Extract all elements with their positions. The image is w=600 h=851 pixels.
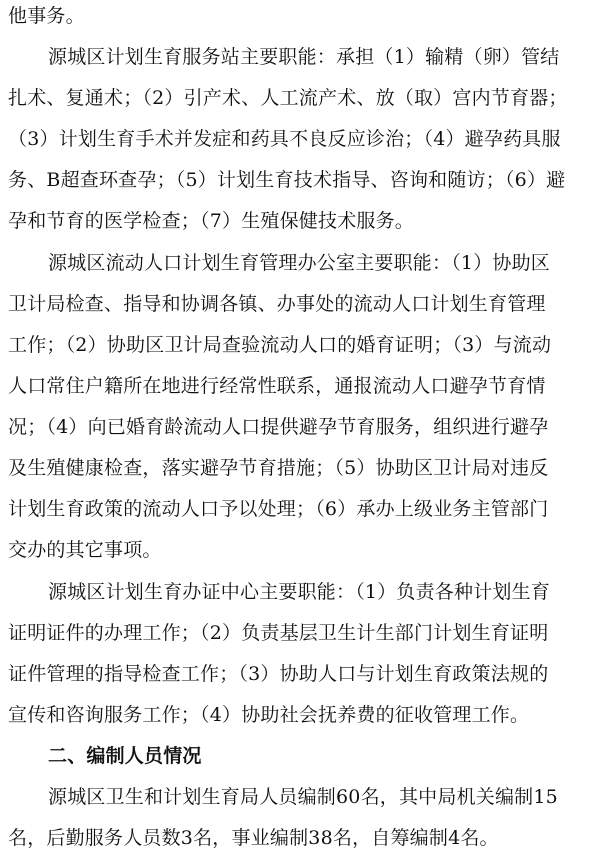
paragraph-line: 宣传和咨询服务工作；（4）协助社会抚养费的征收管理工作。 — [8, 704, 530, 726]
paragraph-line: 况；（4）向已婚育龄流动人口提供避孕节育服务，组织进行避孕 — [8, 416, 549, 438]
paragraph-line: 孕和节育的医学检查；（7）生殖保健技术服务。 — [8, 210, 414, 232]
paragraph-line: 扎术、复通术；（2）引产术、人工流产术、放（取）宫内节育器； — [8, 87, 568, 109]
paragraph-line: 卫计局检查、指导和协调各镇、办事处的流动人口计划生育管理 — [8, 293, 546, 315]
paragraph-line: （3）计划生育手术并发症和药具不良反应诊治；（4）避孕药具服 — [8, 128, 561, 150]
paragraph-line: 他事务。 — [8, 5, 85, 27]
paragraph-line: 交办的其它事项。 — [8, 539, 162, 561]
paragraph-line: 名，后勤服务人员数3名，事业编制38名，自筹编制4名。 — [8, 827, 499, 849]
paragraph-line: 人口常住户籍所在地进行经常性联系，通报流动人口避孕节育情 — [8, 375, 546, 397]
paragraph-line: 源城区计划生育办证中心主要职能：（1）负责各种计划生育 — [48, 581, 550, 603]
paragraph-line: 证明证件的办理工作；（2）负责基层卫生计生部门计划生育证明 — [8, 622, 549, 644]
paragraph-line: 务、B超查环查孕；（5）计划生育技术指导、咨询和随访；（6）避 — [8, 169, 566, 191]
section-heading: 二、编制人员情况 — [48, 745, 202, 767]
paragraph-line: 源城区卫生和计划生育局人员编制60名，其中局机关编制15 — [48, 786, 558, 808]
paragraph-line: 工作；（2）协助区卫计局查验流动人口的婚育证明；（3）与流动 — [8, 334, 552, 356]
paragraph-line: 源城区计划生育服务站主要职能：承担（1）输精（卵）管结 — [48, 46, 560, 68]
paragraph-line: 源城区流动人口计划生育管理办公室主要职能：（1）协助区 — [48, 252, 550, 274]
paragraph-line: 计划生育政策的流动人口予以处理；（6）承办上级业务主管部门 — [8, 498, 549, 520]
paragraph-line: 及生殖健康检查，落实避孕节育措施；（5）协助区卫计局对违反 — [8, 457, 549, 479]
paragraph-line: 证件管理的指导检查工作；（3）协助人口与计划生育政策法规的 — [8, 663, 549, 685]
